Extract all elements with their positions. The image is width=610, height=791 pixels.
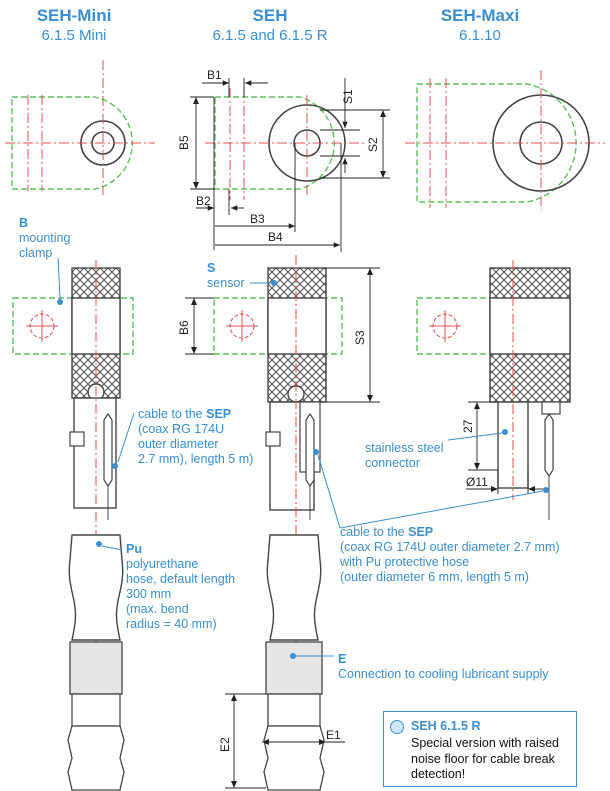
label-cable-mini [138, 407, 253, 467]
label-stainless-connector [365, 441, 444, 471]
leader-dot-cable-mini [112, 463, 118, 469]
note-text: Special version with raised noise floor for cable break detection! [411, 736, 559, 781]
leader-dot-sensor [271, 280, 277, 286]
title-name: SEH-Maxi [440, 6, 520, 25]
label-line: clamp [19, 246, 53, 260]
label-sep: SEP [206, 407, 232, 421]
note-title: SEH 6.1.5 R [411, 719, 481, 733]
leader-dot-cable-seh [313, 449, 319, 455]
maxi-top-view [405, 70, 605, 210]
label-cooling-connection [338, 652, 549, 682]
label-prefix: cable to the [138, 407, 207, 421]
title-name: SEH-Mini [36, 6, 112, 25]
label-line: Connection to cooling lubricant supply [338, 667, 549, 681]
label-letter: B [19, 216, 29, 230]
dim-b6: B6 [177, 320, 191, 335]
label-sensor [207, 261, 245, 291]
label-line: 2.7 mm), length 5 m) [138, 452, 254, 466]
dim-s3: S3 [353, 330, 367, 345]
title-name: SEH [252, 6, 288, 25]
dim-b3: B3 [250, 212, 265, 226]
label-sep: SEP [408, 525, 434, 539]
label-line: 300 mm [126, 587, 172, 601]
label-line: connector [365, 456, 420, 470]
label-line: (coax RG 174U outer diameter 2.7 mm) [340, 540, 560, 554]
dim-27: 27 [461, 419, 475, 433]
mini-top-view [5, 60, 155, 195]
label-mounting-clamp [19, 216, 70, 261]
maxi-side-view [417, 260, 570, 520]
dim-b2: B2 [196, 194, 211, 208]
label-line: mounting [19, 231, 71, 245]
label-line: (outer diameter 6 mm, length 5 m) [340, 570, 529, 584]
label-line: stainless steel [365, 441, 444, 455]
dim-d11: Ø11 [466, 475, 488, 489]
label-line: (max. bend [126, 602, 189, 616]
label-line: outer diameter [138, 437, 219, 451]
dim-s1: S1 [341, 89, 355, 104]
label-line: with Pu protective hose [340, 555, 470, 569]
leader-dot-connector [502, 429, 508, 435]
dim-b4: B4 [268, 230, 283, 244]
dim-b1: B1 [207, 68, 222, 82]
seh-side-view [185, 255, 380, 790]
label-letter: S [207, 261, 216, 275]
label-line: radius = 40 mm) [126, 617, 217, 631]
note-dot-icon [390, 720, 404, 734]
mini-side-view [13, 260, 133, 790]
leader-dot-cable-maxi [543, 487, 549, 493]
label-prefix: cable to the [340, 525, 409, 539]
dim-s2: S2 [366, 137, 380, 152]
label-letter: Pu [126, 542, 142, 556]
title-sub: 6.1.5 and 6.1.5 R [212, 27, 328, 44]
label-line: (coax RG 174U [138, 422, 225, 436]
label-cable-seh [340, 525, 560, 585]
dim-b5: B5 [177, 135, 191, 150]
note-box [383, 711, 577, 787]
label-line: polyurethane [126, 557, 199, 571]
title-sub: 6.1.5 Mini [41, 27, 107, 44]
leader-dot-clamp [57, 299, 63, 305]
dim-e1: E1 [326, 728, 341, 742]
label-line: sensor [207, 276, 245, 290]
label-letter: E [338, 652, 347, 666]
leader-dot-e [290, 653, 296, 659]
label-pu-hose [126, 542, 235, 632]
label-line: hose, default length [126, 572, 236, 586]
leader-dot-pu [96, 541, 102, 547]
seh-top-view [190, 78, 390, 252]
title-sub: 6.1.10 [459, 27, 501, 44]
dim-e2: E2 [218, 737, 232, 752]
